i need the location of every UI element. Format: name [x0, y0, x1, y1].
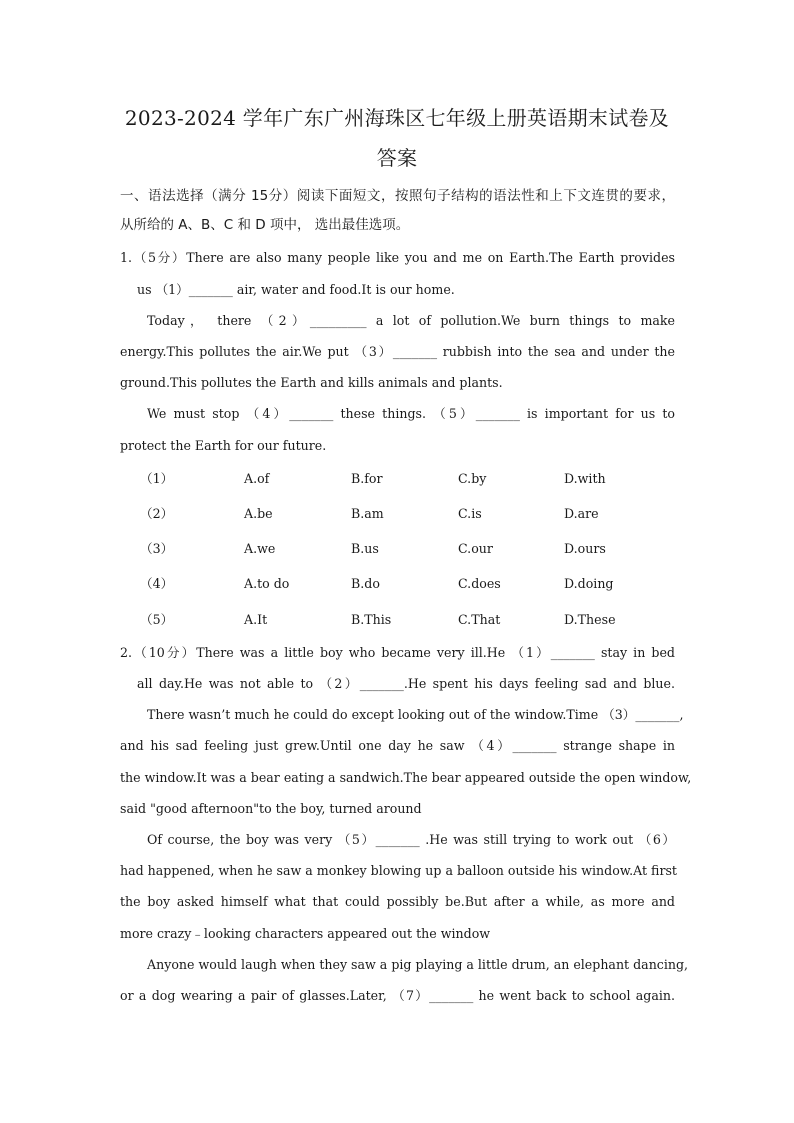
q2-text-line: Of course, the boy was very （5）_______ .He was still trying to work out （6）	[147, 832, 675, 847]
q1-text-line: We must stop （4）_______ these things. （5）_______ is important for us to	[147, 406, 675, 421]
q2-text-line: the boy asked himself what that could possibly be.But after a while, as more and	[120, 894, 675, 909]
q2-text-line: Anyone would laugh when they saw a pig playing a little drum, an elephant dancing,	[147, 957, 689, 972]
q2-text-line: the window.It was a bear eating a sandwich.The bear appeared outside the open window,	[120, 770, 692, 785]
option-number: （1）	[140, 471, 174, 486]
option-c: C.is	[458, 506, 482, 521]
option-b: B.for	[351, 471, 383, 486]
option-number: （4）	[140, 576, 174, 591]
section-instruction-continued: 从所给的 A、B、C 和 D 项中， 选出最佳选项。	[120, 217, 410, 233]
q2-text-line: and his sad feeling just grew.Until one day he saw （4）_______ strange shape in	[120, 738, 675, 753]
page-title-continued: 答案	[376, 146, 418, 170]
option-number: （5）	[140, 612, 174, 627]
page-title: 2023-2024 学年广东广州海珠区七年级上册英语期末试卷及	[124, 106, 670, 130]
q2-text-line: 2.（10分）There was a little boy who became very ill.He （1）_______ stay in bed	[120, 645, 675, 660]
option-d: D.doing	[564, 576, 614, 591]
option-b: B.am	[351, 506, 384, 521]
option-a: A.be	[244, 506, 273, 521]
option-a: A.of	[244, 471, 270, 486]
option-d: D.with	[564, 471, 606, 486]
option-b: B.This	[351, 612, 392, 627]
q2-text-line: or a dog wearing a pair of glasses.Later, （7）_______ he went back to school again.	[120, 988, 675, 1003]
option-d: D.ours	[564, 541, 606, 556]
option-b: B.do	[351, 576, 380, 591]
q1-text-line: us （1）_______ air, water and food.It is our home.	[137, 282, 455, 297]
option-c: C.That	[458, 612, 501, 627]
q2-text-line: had happened, when he saw a monkey blowing up a balloon outside his window.At first	[120, 863, 677, 878]
q1-text-line: 1.（5分）There are also many people like you and me on Earth.The Earth provides	[120, 250, 675, 265]
q1-text-line: energy.This pollutes the air.We put （3）_______ rubbish into the sea and under the	[120, 344, 675, 359]
option-d: D.These	[564, 612, 616, 627]
q1-text-line: protect the Earth for our future.	[120, 438, 327, 453]
option-a: A.It	[244, 612, 268, 627]
option-c: C.does	[458, 576, 501, 591]
q2-text-line: all day.He was not able to （2）_______.He spent his days feeling sad and blue.	[137, 676, 675, 691]
section-instruction: 一、语法选择（满分 15分）阅读下面短文，按照句子结构的语法性和上下文连贯的要求，	[120, 188, 675, 204]
option-c: C.by	[458, 471, 487, 486]
option-a: A.we	[244, 541, 276, 556]
q1-text-line: ground.This pollutes the Earth and kills animals and plants.	[120, 375, 503, 390]
q2-text-line: more crazy﹣looking characters appeared out the window	[120, 926, 491, 941]
option-number: （2）	[140, 506, 174, 521]
q1-text-line: Today， there （2）_________ a lot of pollution.We burn things to make	[147, 313, 675, 328]
option-number: （3）	[140, 541, 174, 556]
q2-text-line: said "good afternoon"to the boy, turned around	[120, 801, 422, 816]
option-d: D.are	[564, 506, 599, 521]
option-b: B.us	[351, 541, 379, 556]
option-c: C.our	[458, 541, 493, 556]
option-a: A.to do	[244, 576, 290, 591]
q2-text-line: There wasn’t much he could do except looking out of the window.Time （3）_______,	[147, 707, 684, 722]
